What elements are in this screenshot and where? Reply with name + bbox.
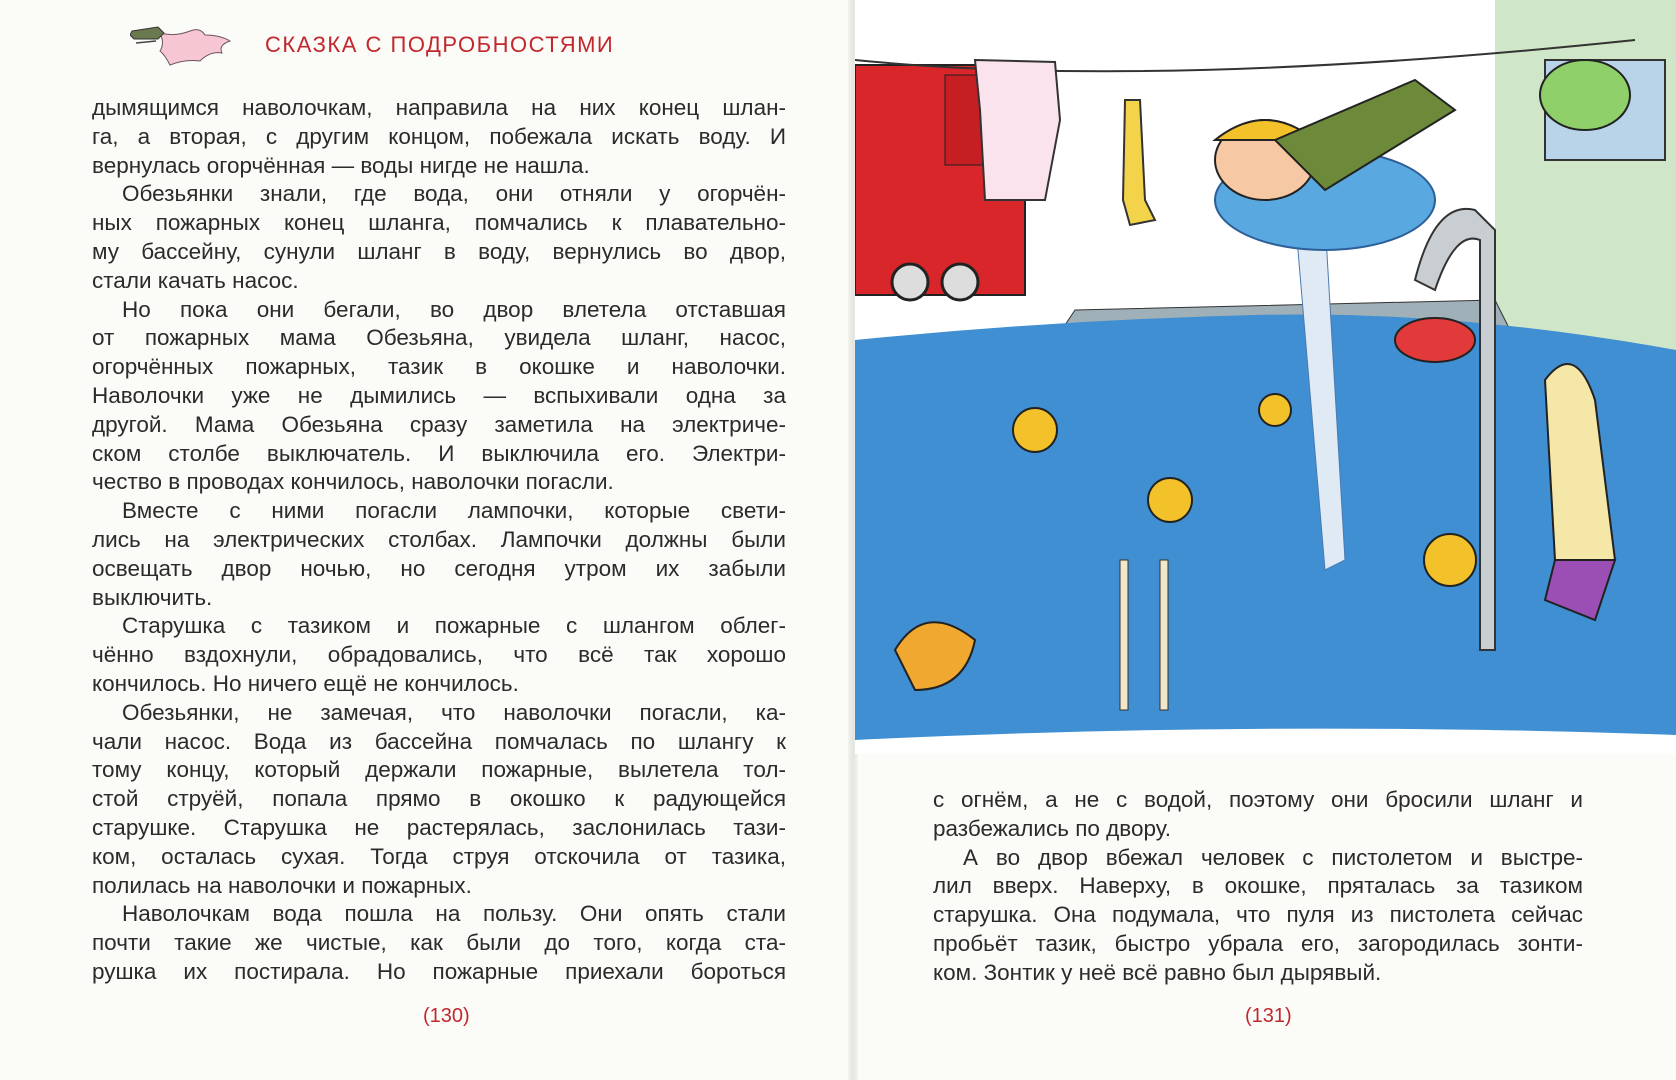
text-line: Старушка с тазиком и пожарные с шлангом облег- <box>122 613 786 639</box>
left-page-text <box>92 94 786 987</box>
ladder <box>1160 560 1168 710</box>
illustration-flooded-yard <box>855 0 1676 754</box>
text-line: лись на электрических столбах. Лампочки должны были <box>92 526 786 552</box>
page-number-right: (131) <box>1245 1005 1292 1027</box>
text-line: стали качать насос. <box>92 267 299 293</box>
text-line: чество в проводах кончилось, наволочки погасли. <box>92 469 614 495</box>
text-line: Наволочкам вода пошла на пользу. Они опять стали <box>122 901 786 927</box>
text-line: стой струёй, попала прямо в окошко к радующейся <box>92 786 786 812</box>
running-header <box>130 20 614 70</box>
text-line: ных пожарных конец шланга, помчались к плавательно- <box>92 210 786 236</box>
text-line: тому концу, который держали пожарные, вылетела тол- <box>92 757 786 783</box>
text-line: ком. Зонтик у неё всё равно был дырявый. <box>933 959 1382 985</box>
text-line: дымящимся наволочкам, направила на них конец шлан- <box>92 95 786 120</box>
text-line: Но пока они бегали, во двор влетела отставшая <box>122 296 786 322</box>
text-line: Вместе с ними погасли лампочки, которые свети- <box>122 498 786 524</box>
text-line: Наволочки уже не дымились — вспыхивали одна за <box>92 382 786 408</box>
text-line: чали насос. Вода из бассейна помчалась по шлангу к <box>92 728 786 754</box>
text-line: ком, осталась сухая. Тогда струя отскочила от тазика, <box>92 843 786 869</box>
text-line: га, а вторая, с другим концом, побежала искать воду. И <box>92 123 786 149</box>
text-line: му бассейну, сунули шланг в воду, вернулись во двор, <box>92 238 786 264</box>
text-line: старушка. Она подумала, что пуля из пистолета сейчас <box>933 902 1583 928</box>
text-line: ском столбе выключатель. И выключила его. Электри- <box>92 440 786 466</box>
text-line: кончилось. Но ничего ещё не кончилось. <box>92 670 519 696</box>
text-line: старушке. Старушка не растерялась, заслонилась тази- <box>92 814 786 840</box>
text-line: вернулась огорчённая — воды нигде не нашла. <box>92 152 590 178</box>
text-line: другой. Мама Обезьяна сразу заметила на электриче- <box>92 411 786 437</box>
text-line: чённо вздохнули, обрадовались, что всё так хорошо <box>92 642 786 668</box>
right-page-text <box>933 786 1583 988</box>
text-line: выключить. <box>92 584 213 610</box>
text-line: почти такие же чистые, как были до того, когда ста- <box>92 930 786 956</box>
text-line: рушка их постирала. Но пожарные приехали бороться <box>92 958 786 984</box>
text-line: А во двор вбежал человек с пистолетом и выстре- <box>963 844 1583 870</box>
text-line: от пожарных мама Обезьяна, увидела шланг, насос, <box>92 325 786 351</box>
text-line: Обезьянки знали, где вода, они отняли у огорчён- <box>122 181 786 207</box>
text-line: освещать двор ночью, но сегодня утром их забыли <box>92 555 786 581</box>
text-line: лил вверх. Наверху, в окошке, пряталась за тазиком <box>933 873 1583 899</box>
text-line: пробьёт тазик, быстро убрала его, загородилась зонти- <box>933 930 1583 956</box>
text-line: полилась на наволочки и пожарных. <box>92 872 472 898</box>
pillow-fly-icon <box>130 23 235 68</box>
chapter-title: СКАЗКА С ПОДРОБНОСТЯМИ <box>265 32 615 57</box>
page-number-left: (130) <box>423 1005 470 1027</box>
text-line: огорчённых пожарных, тазик в окошке и наволочки. <box>92 354 786 380</box>
text-line: Обезьянки, не замечая, что наволочки погасли, ка- <box>122 699 786 725</box>
old-woman-umbrella <box>1540 60 1630 130</box>
text-line: разбежались по двору. <box>933 815 1172 841</box>
text-line: с огнём, а не с водой, поэтому они бросили шланг и <box>933 787 1583 812</box>
pillowcase <box>975 60 1060 200</box>
